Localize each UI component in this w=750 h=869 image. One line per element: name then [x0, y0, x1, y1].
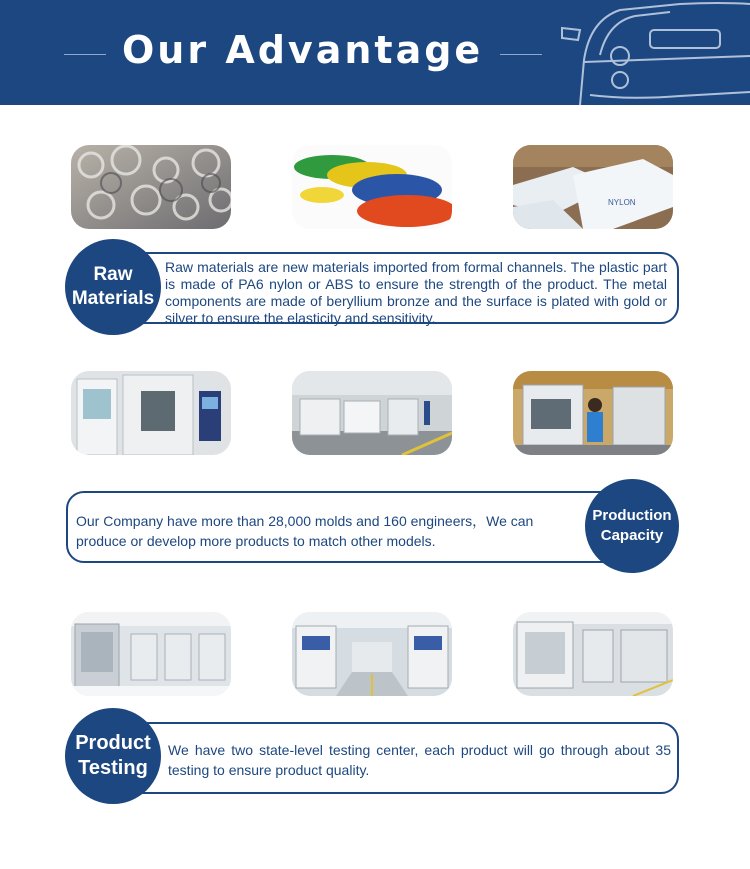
- page-title: Our Advantage: [122, 28, 484, 72]
- header-banner: [0, 0, 750, 105]
- product-testing-badge: [65, 708, 161, 804]
- badge-line-1: Production: [592, 507, 672, 524]
- svg-text:NYLON: NYLON: [608, 198, 636, 207]
- header-left-rule: [64, 54, 106, 55]
- workshop-floor-photo: [292, 371, 452, 455]
- testing-chambers-photo: [71, 612, 231, 696]
- header-right-rule: [500, 54, 542, 55]
- raw-materials-text: Raw materials are new materials imported from formal channels. The plastic part is made of PA6 nylon or ABS to ensure the strength of the product. The metal components are made of beryllium bronze and the surface is plated with gold or silver to ensure the elasticity and sensitivity.: [165, 259, 667, 326]
- badge-line-1: Product: [75, 732, 151, 754]
- product-testing-text: We have two state-level testing center, each product will go through about 35 testing to ensure product quality.: [168, 742, 671, 778]
- cnc-operator-photo: [513, 371, 673, 455]
- machining-center-photo: [71, 371, 231, 455]
- badge-line-2: Testing: [78, 757, 148, 779]
- raw-materials-badge: [65, 239, 161, 335]
- badge-line-2: Materials: [71, 288, 155, 309]
- production-capacity-badge: [585, 479, 679, 573]
- badge-line-2: Capacity: [600, 527, 664, 544]
- testing-equipment-photo: [513, 612, 673, 696]
- plastic-granules-photo: [292, 145, 452, 229]
- badge-line-1: Raw: [93, 264, 133, 285]
- nylon-bags-photo: [513, 145, 673, 229]
- metal-stamped-parts-photo: [71, 145, 231, 229]
- production-capacity-text: Our Company have more than 28,000 molds and 160 engineers，We can produce or develop more products to match other models.: [76, 513, 534, 549]
- car-outline-icon: [560, 0, 750, 105]
- testing-lab-aisle-photo: [292, 612, 452, 696]
